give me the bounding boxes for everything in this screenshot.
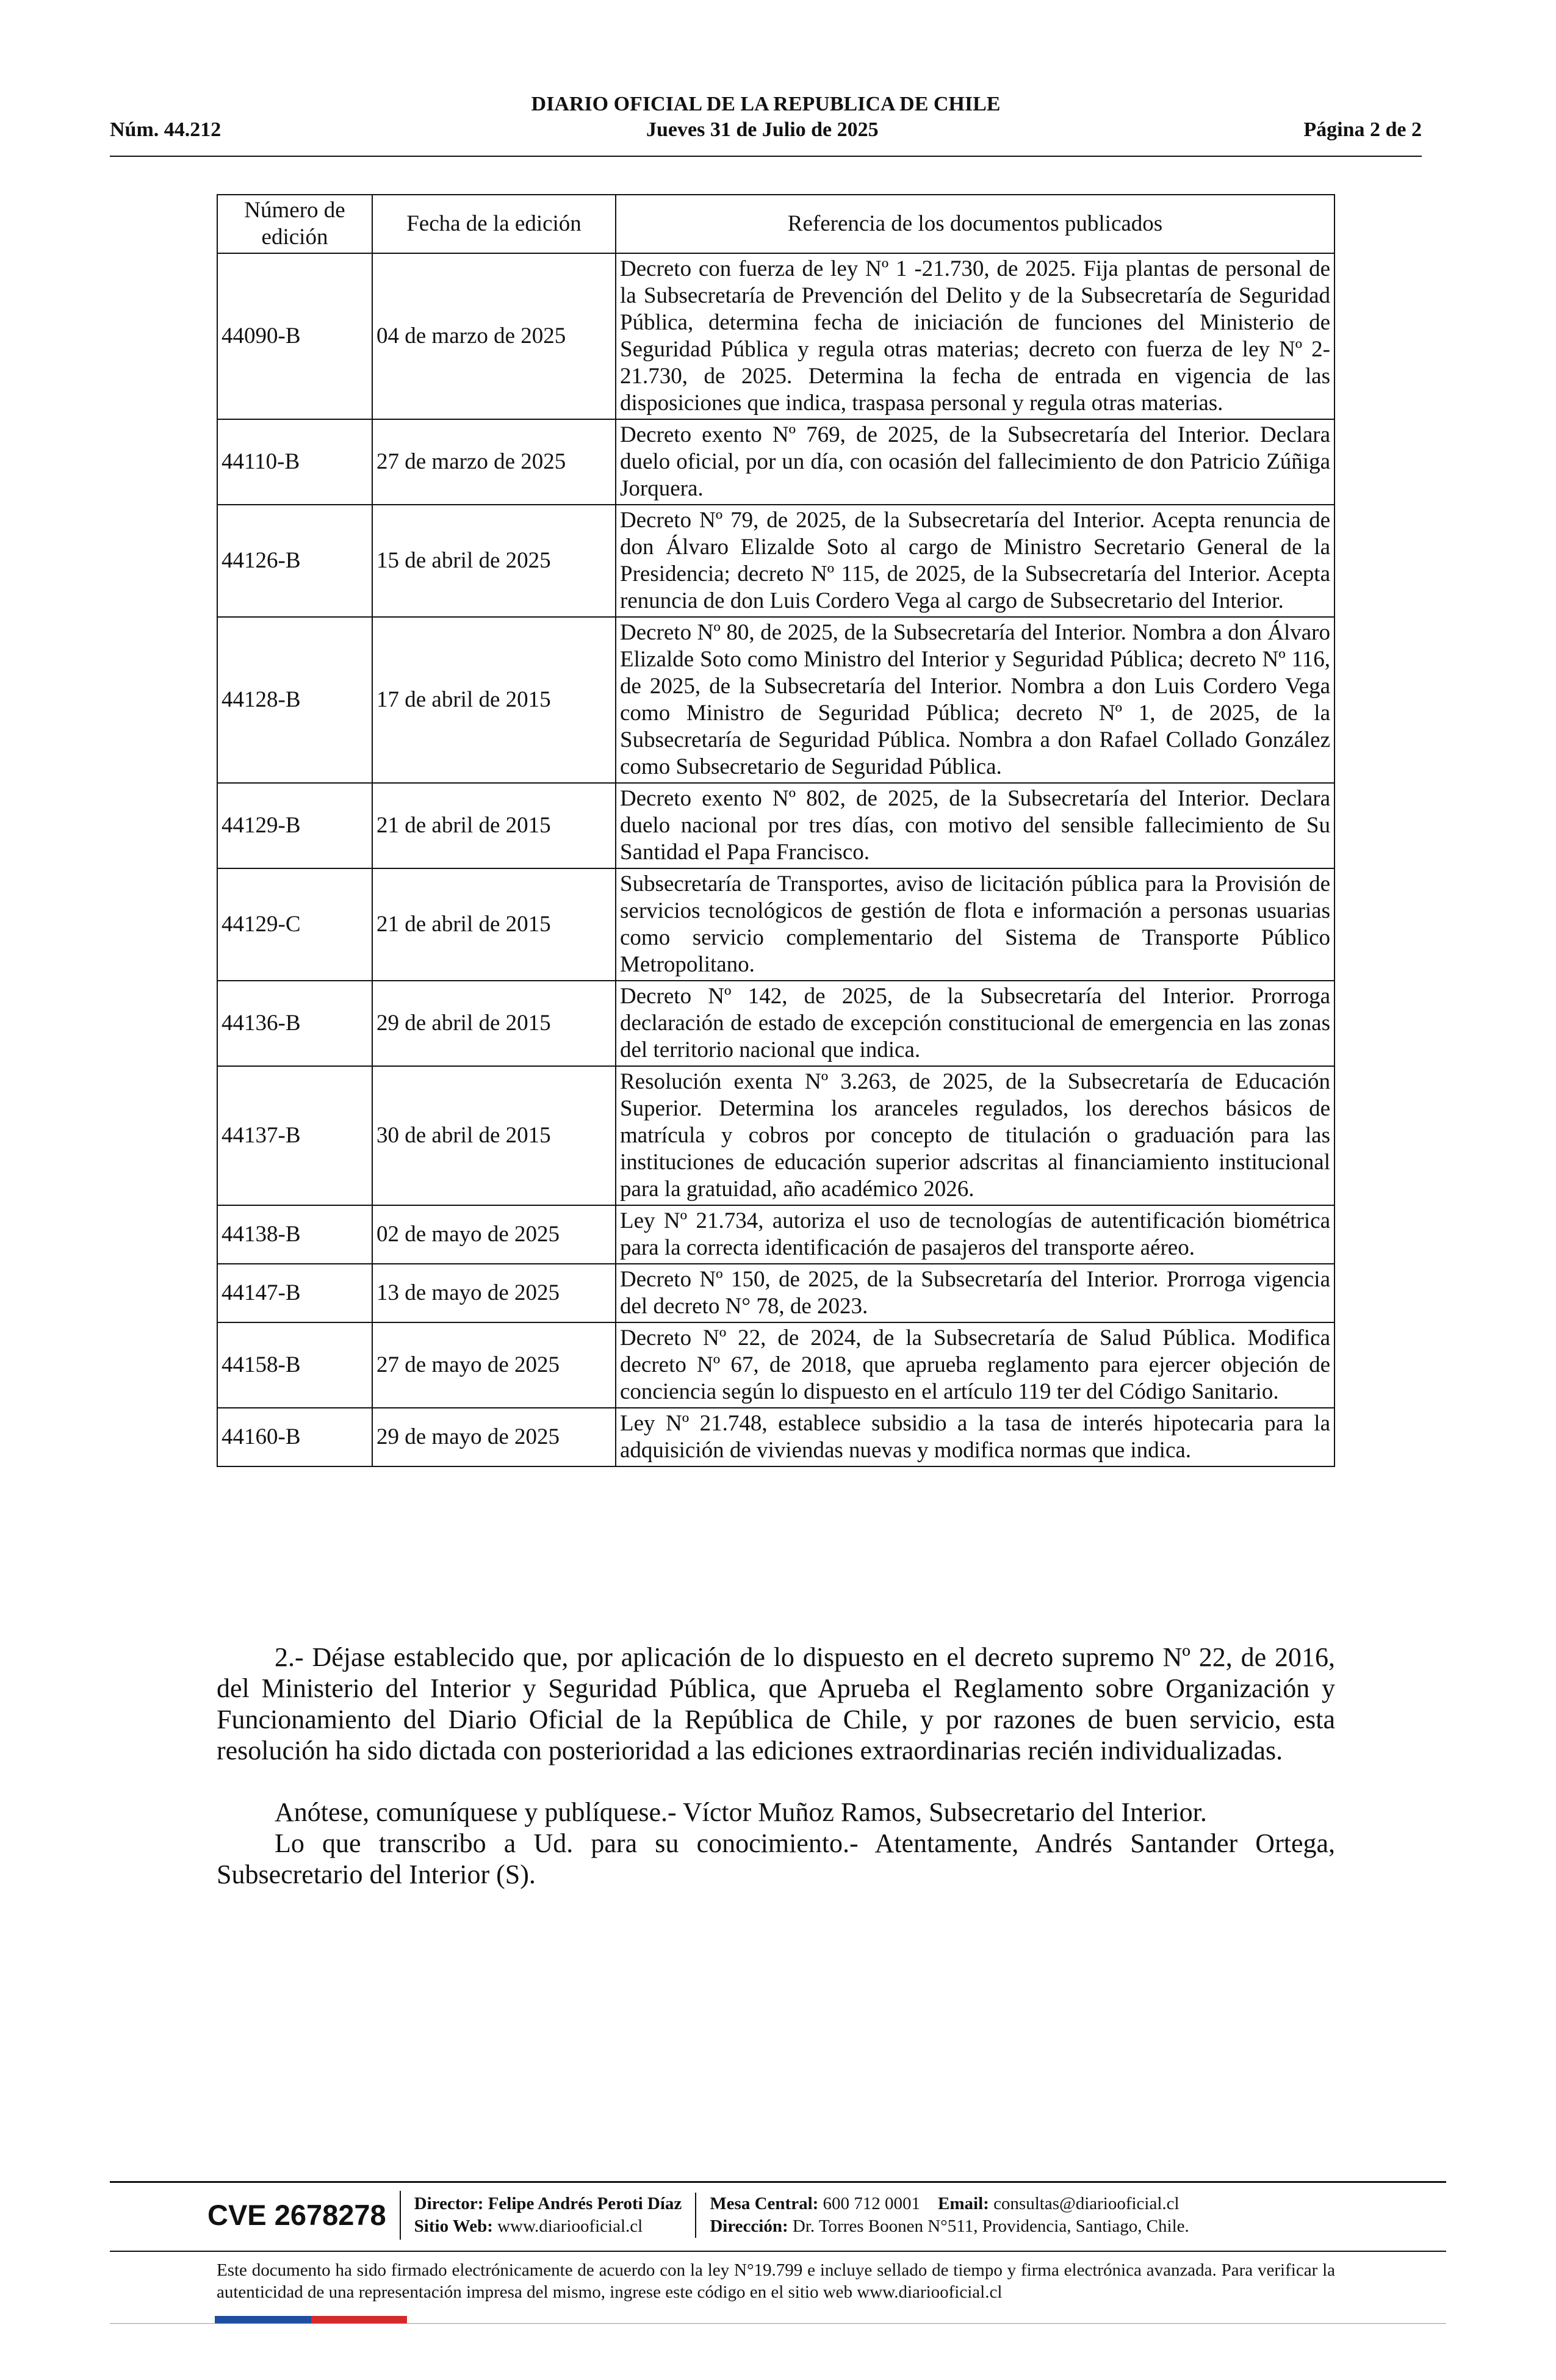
edition-date: 27 de marzo de 2025 xyxy=(372,419,616,505)
edition-date: 17 de abril de 2015 xyxy=(372,617,616,783)
edition-date: 21 de abril de 2015 xyxy=(372,868,616,981)
cve-code: CVE 2678278 xyxy=(207,2191,401,2240)
site-link[interactable]: www.diariooficial.cl xyxy=(497,2216,643,2236)
edition-date: 30 de abril de 2015 xyxy=(372,1066,616,1205)
director-label: Director: xyxy=(414,2194,484,2213)
edition-reference: Decreto exento Nº 769, de 2025, de la Subsecretaría del Interior. Declara duelo oficial, por un día, con ocasión del fallecimiento de don Patricio Zúñiga Jorquera. xyxy=(616,419,1334,505)
transcription-line: Lo que transcribo a Ud. para su conocimiento.- Atentamente, Andrés Santander Ortega, Subsecretario del Interior (S). xyxy=(217,1828,1335,1889)
edition-date: 29 de mayo de 2025 xyxy=(372,1408,616,1466)
edition-number: 44128-B xyxy=(217,617,372,783)
edition-number: 44160-B xyxy=(217,1408,372,1466)
edition-reference: Ley Nº 21.748, establece subsidio a la tasa de interés hipotecaria para la adquisición de viviendas nuevas y modifica normas que indica. xyxy=(616,1408,1334,1466)
email-label: Email: xyxy=(938,2194,989,2213)
edition-number: 44136-B xyxy=(217,981,372,1066)
page-header xyxy=(110,92,1422,143)
edition-date: 02 de mayo de 2025 xyxy=(372,1205,616,1264)
table-row xyxy=(217,1066,1334,1205)
footer-bottom-divider xyxy=(110,2323,1446,2324)
table-row xyxy=(217,1264,1334,1322)
edition-date: 21 de abril de 2015 xyxy=(372,783,616,868)
edition-reference: Resolución exenta Nº 3.263, de 2025, de la Subsecretaría de Educación Superior. Determina los aranceles regulados, los derechos básicos de matrícula y cobros por concepto de titulación o graduación para las instituciones de educación superior adscritas al financiamiento institucional para la gratuidad, año académico 2026. xyxy=(616,1066,1334,1205)
edition-reference: Decreto Nº 142, de 2025, de la Subsecretaría del Interior. Prorroga declaración de estado de excepción constitucional de emergencia en las zonas del territorio nacional que indica. xyxy=(616,981,1334,1066)
edition-reference: Decreto Nº 22, de 2024, de la Subsecretaría de Salud Pública. Modifica decreto Nº 67, de 2018, que aprueba reglamento para ejercer objeción de conciencia según lo dispuesto en el artículo 119 ter del Código Sanitario. xyxy=(616,1322,1334,1408)
chile-flag-bar xyxy=(215,2316,407,2323)
edition-date: 04 de marzo de 2025 xyxy=(372,253,616,419)
newspaper-title: DIARIO OFICIAL DE LA REPUBLICA DE CHILE xyxy=(531,93,1001,115)
address-label: Dirección: xyxy=(710,2216,788,2236)
table-row xyxy=(217,868,1334,981)
paragraph-2: 2.- Déjase establecido que, por aplicación de lo dispuesto en el decreto supremo Nº 22, de 2016, del Ministerio del Interior y Seguridad Pública, que Aprueba el Reglamento sobre Organización y Funcionamiento del Diario Oficial de la República de Chile, y por razones de buen servicio, esta resolución ha sido dictada con posterioridad a las ediciones extraordinarias recién individualizadas. xyxy=(217,1642,1335,1765)
edition-number: 44147-B xyxy=(217,1264,372,1322)
resolution-body xyxy=(217,1642,1335,1890)
issue-number: Núm. 44.212 xyxy=(110,118,222,141)
header-row xyxy=(110,117,1422,143)
site-label: Sitio Web: xyxy=(414,2216,493,2236)
column-header-number: Número de edición xyxy=(217,195,372,253)
edition-number: 44129-C xyxy=(217,868,372,981)
table-row xyxy=(217,783,1334,868)
footer-middle-divider xyxy=(110,2251,1446,2252)
table-header-row xyxy=(217,195,1334,253)
edition-date: 27 de mayo de 2025 xyxy=(372,1322,616,1408)
table-row xyxy=(217,1408,1334,1466)
edition-reference: Subsecretaría de Transportes, aviso de licitación pública para la Provisión de servicios tecnológicos de gestión de flota e información a personas usuarias como servicio complementario del Sistema de Transporte Público Metropolitano. xyxy=(616,868,1334,981)
edition-reference: Decreto con fuerza de ley Nº 1 -21.730, de 2025. Fija plantas de personal de la Subsecretaría de Prevención del Delito y de la Subsecretaría de Seguridad Pública, determina fecha de iniciación de funciones del Ministerio de Seguridad Pública y regula otras materias; decreto con fuerza de ley Nº 2-21.730, de 2025. Determina la fecha de entrada en vigencia de las disposiciones que indica, traspasa personal y regula otras materias. xyxy=(616,253,1334,419)
director-name: Felipe Andrés Peroti Díaz xyxy=(488,2194,682,2213)
edition-number: 44090-B xyxy=(217,253,372,419)
page-indicator: Página 2 de 2 xyxy=(1303,118,1422,141)
flag-red-segment xyxy=(311,2316,407,2323)
phone-label: Mesa Central: xyxy=(710,2194,819,2213)
edition-number: 44158-B xyxy=(217,1322,372,1408)
footer-info xyxy=(207,2191,1203,2240)
edition-number: 44129-B xyxy=(217,783,372,868)
email-link[interactable]: consultas@diariooficial.cl xyxy=(993,2194,1180,2213)
flag-blue-segment xyxy=(215,2316,311,2323)
edition-number: 44110-B xyxy=(217,419,372,505)
edition-reference: Decreto Nº 79, de 2025, de la Subsecretaría del Interior. Acepta renuncia de don Álvaro Elizalde Soto al cargo de Ministro Secretario General de la Presidencia; decreto Nº 115, de 2025, de la Subsecretaría del Interior. Acepta renuncia de don Luis Cordero Vega al cargo de Subsecretario del Interior. xyxy=(616,505,1334,617)
edition-date: 15 de abril de 2025 xyxy=(372,505,616,617)
closing-line: Anótese, comuníquese y publíquese.- Víctor Muñoz Ramos, Subsecretario del Interior. xyxy=(275,1797,1207,1827)
issue-date: Jueves 31 de Julio de 2025 xyxy=(646,118,879,141)
phone-number: 600 712 0001 xyxy=(823,2194,921,2213)
table-row xyxy=(217,981,1334,1066)
edition-reference: Decreto Nº 80, de 2025, de la Subsecretaría del Interior. Nombra a don Álvaro Elizalde Soto como Ministro del Interior y Seguridad Pública; decreto Nº 116, de 2025, de la Subsecretaría del Interior. Nombra a don Luis Cordero Vega como Ministro de Seguridad Pública; decreto Nº 1, de 2025, de la Subsecretaría de Seguridad Pública. Nombra a don Rafael Collado González como Subsecretario de Seguridad Pública. xyxy=(616,617,1334,783)
table-row xyxy=(217,419,1334,505)
edition-reference: Ley Nº 21.734, autoriza el uso de tecnologías de autentificación biométrica para la correcta identificación de pasajeros del transporte aéreo. xyxy=(616,1205,1334,1264)
edition-reference: Decreto exento Nº 802, de 2025, de la Subsecretaría del Interior. Declara duelo nacional por tres días, con motivo del sensible fallecimiento de Su Santidad el Papa Francisco. xyxy=(616,783,1334,868)
footer-director-block xyxy=(401,2193,697,2238)
editions-table xyxy=(217,194,1335,1467)
footer-contact-block xyxy=(696,2193,1202,2238)
column-header-date: Fecha de la edición xyxy=(372,195,616,253)
header-divider xyxy=(110,156,1422,157)
legal-notice: Este documento ha sido firmado electrónicamente de acuerdo con la ley N°19.799 e incluye sellado de tiempo y firma electrónica avanzada. Para verificar la autenticidad de una representación impresa del mismo, ingrese este código en el sitio web www.diariooficial.cl xyxy=(217,2260,1335,2302)
edition-date: 13 de mayo de 2025 xyxy=(372,1264,616,1322)
table-row xyxy=(217,1205,1334,1264)
table-row xyxy=(217,617,1334,783)
table-row xyxy=(217,253,1334,419)
edition-number: 44137-B xyxy=(217,1066,372,1205)
footer-top-divider xyxy=(110,2181,1446,2183)
edition-number: 44126-B xyxy=(217,505,372,617)
table-row xyxy=(217,1322,1334,1408)
edition-reference: Decreto Nº 150, de 2025, de la Subsecretaría del Interior. Prorroga vigencia del decreto N° 78, de 2023. xyxy=(616,1264,1334,1322)
edition-number: 44138-B xyxy=(217,1205,372,1264)
address-text: Dr. Torres Boonen N°511, Providencia, Santiago, Chile. xyxy=(792,2216,1189,2236)
edition-date: 29 de abril de 2015 xyxy=(372,981,616,1066)
column-header-reference: Referencia de los documentos publicados xyxy=(616,195,1334,253)
table-row xyxy=(217,505,1334,617)
